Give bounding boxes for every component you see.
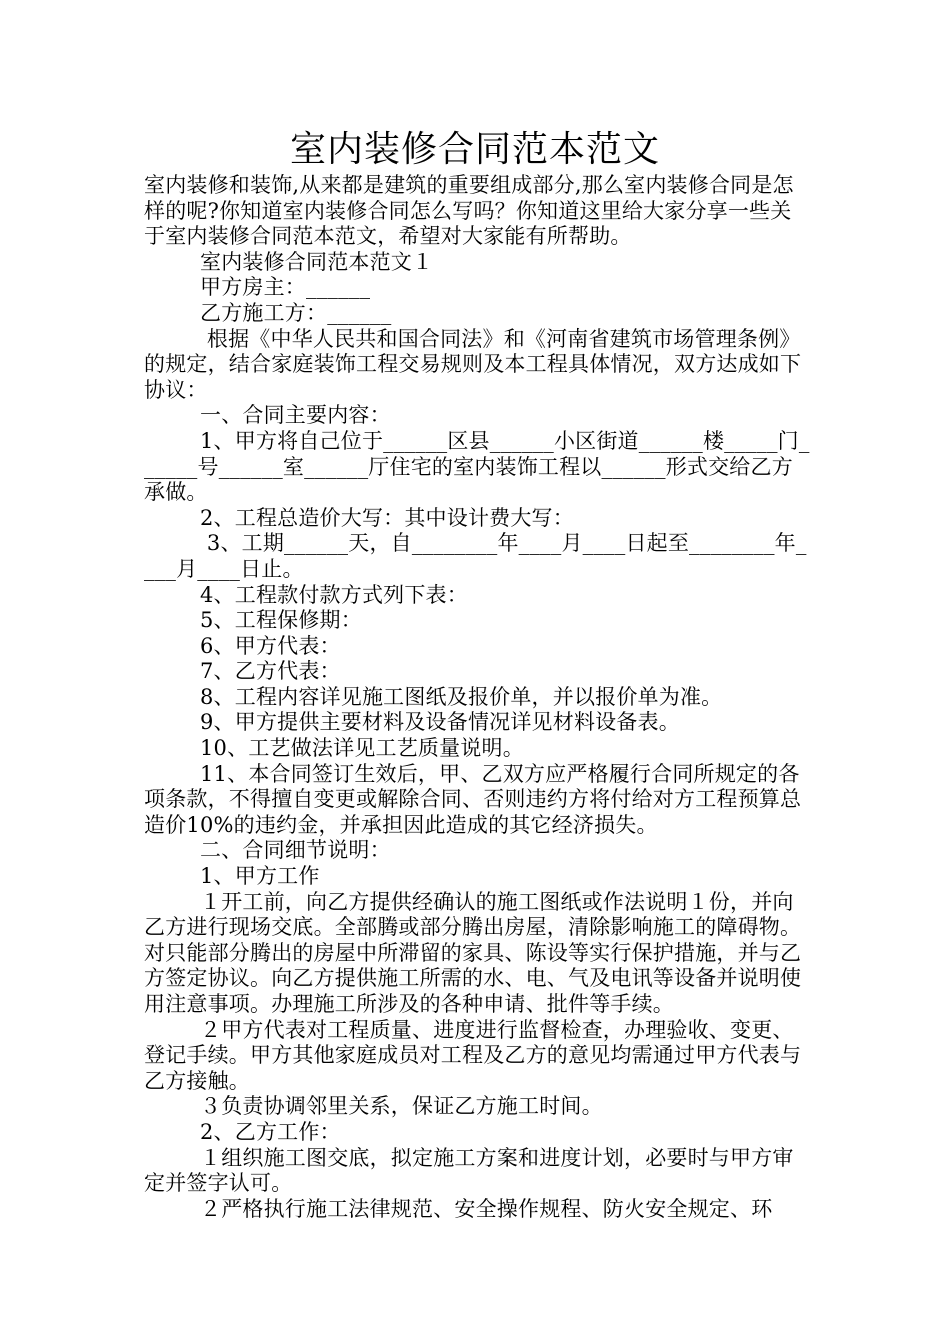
paragraph: 8、工程内容详见施工图纸及报价单，并以报价单为准。 <box>200 684 723 709</box>
paragraph: ２甲方代表对工程质量、进度进行监督检查，办理验收、变更、登记手续。甲方其他家庭成员对工程及乙方的意见均需通过甲方代表与乙方接触。 <box>144 1017 802 1093</box>
paragraph: 9、甲方提供主要材料及设备情况详见材料设备表。 <box>200 710 680 735</box>
paragraph: １组织施工图交底，拟定施工方案和进度计划，必要时与甲方审定并签字认可。 <box>144 1145 794 1196</box>
paragraph: １开工前，向乙方提供经确认的施工图纸或作法说明１份，并向乙方进行现场交底。全部腾或部分腾出房屋，清除影响施工的障碍物。对只能部分腾出的房屋中所滞留的家具、陈设等实行保护措施，并与乙方签定协议。向乙方提供施工所需的水、电、气及电讯等设备并说明使用注意事项。办理施工所涉及的各种申请、批件等手续。 <box>144 889 802 1016</box>
paragraph: 11、本合同签订生效后，甲、乙双方应严格履行合同所规定的各项条款，不得擅自变更或解除合同、否则违约方将付给对方工程预算总造价10%的违约金，并承担因此造成的其它经济损失。 <box>144 761 802 837</box>
paragraph: 甲方房主：______ <box>200 275 371 300</box>
document-title: 室内装修合同范本范文 <box>289 129 660 170</box>
paragraph: 5、工程保修期： <box>200 608 362 633</box>
paragraph: 根据《中华人民共和国合同法》和《河南省建筑市场管理条例》的规定，结合家庭装饰工程交易规则及本工程具体情况，双方达成如下协议： <box>144 326 802 402</box>
paragraph: 1、甲方将自己位于______区县______小区街道______楼_____门______号______室______厅住宅的室内装饰工程以______形式交给乙方承做。 <box>144 428 810 505</box>
paragraph: ２严格执行施工法律规范、安全操作规程、防火安全规定、环 <box>200 1196 773 1221</box>
document-body <box>144 173 812 1222</box>
paragraph: 2、乙方工作： <box>200 1119 341 1144</box>
paragraph: 2、工程总造价大写：其中设计费大写： <box>200 505 574 530</box>
paragraph: 一、合同主要内容： <box>200 403 391 428</box>
paragraph: 7、乙方代表： <box>200 659 341 684</box>
paragraph: 10、工艺做法详见工艺质量说明。 <box>200 736 524 761</box>
paragraph: 1、甲方工作 <box>200 864 320 889</box>
paragraph: 4、工程款付款方式列下表： <box>200 582 468 607</box>
paragraph: 乙方施工方：______ <box>200 300 392 325</box>
paragraph: 6、甲方代表： <box>200 633 341 658</box>
paragraph: 室内装修合同范本范文１ <box>200 249 434 274</box>
paragraph: 室内装修和装饰,从来都是建筑的重要组成部分,那么室内装修合同是怎样的呢?你知道室内装修合同怎么写吗？你知道这里给大家分享一些关于室内装修合同范本范文，希望对大家能有所帮助。 <box>144 173 794 249</box>
paragraph: 二、合同细节说明： <box>200 838 391 863</box>
paragraph: ３负责协调邻里关系，保证乙方施工时间。 <box>200 1094 603 1119</box>
paragraph: 3、工期______天，自________年____月____日起至________年____月____日止。 <box>144 531 807 581</box>
